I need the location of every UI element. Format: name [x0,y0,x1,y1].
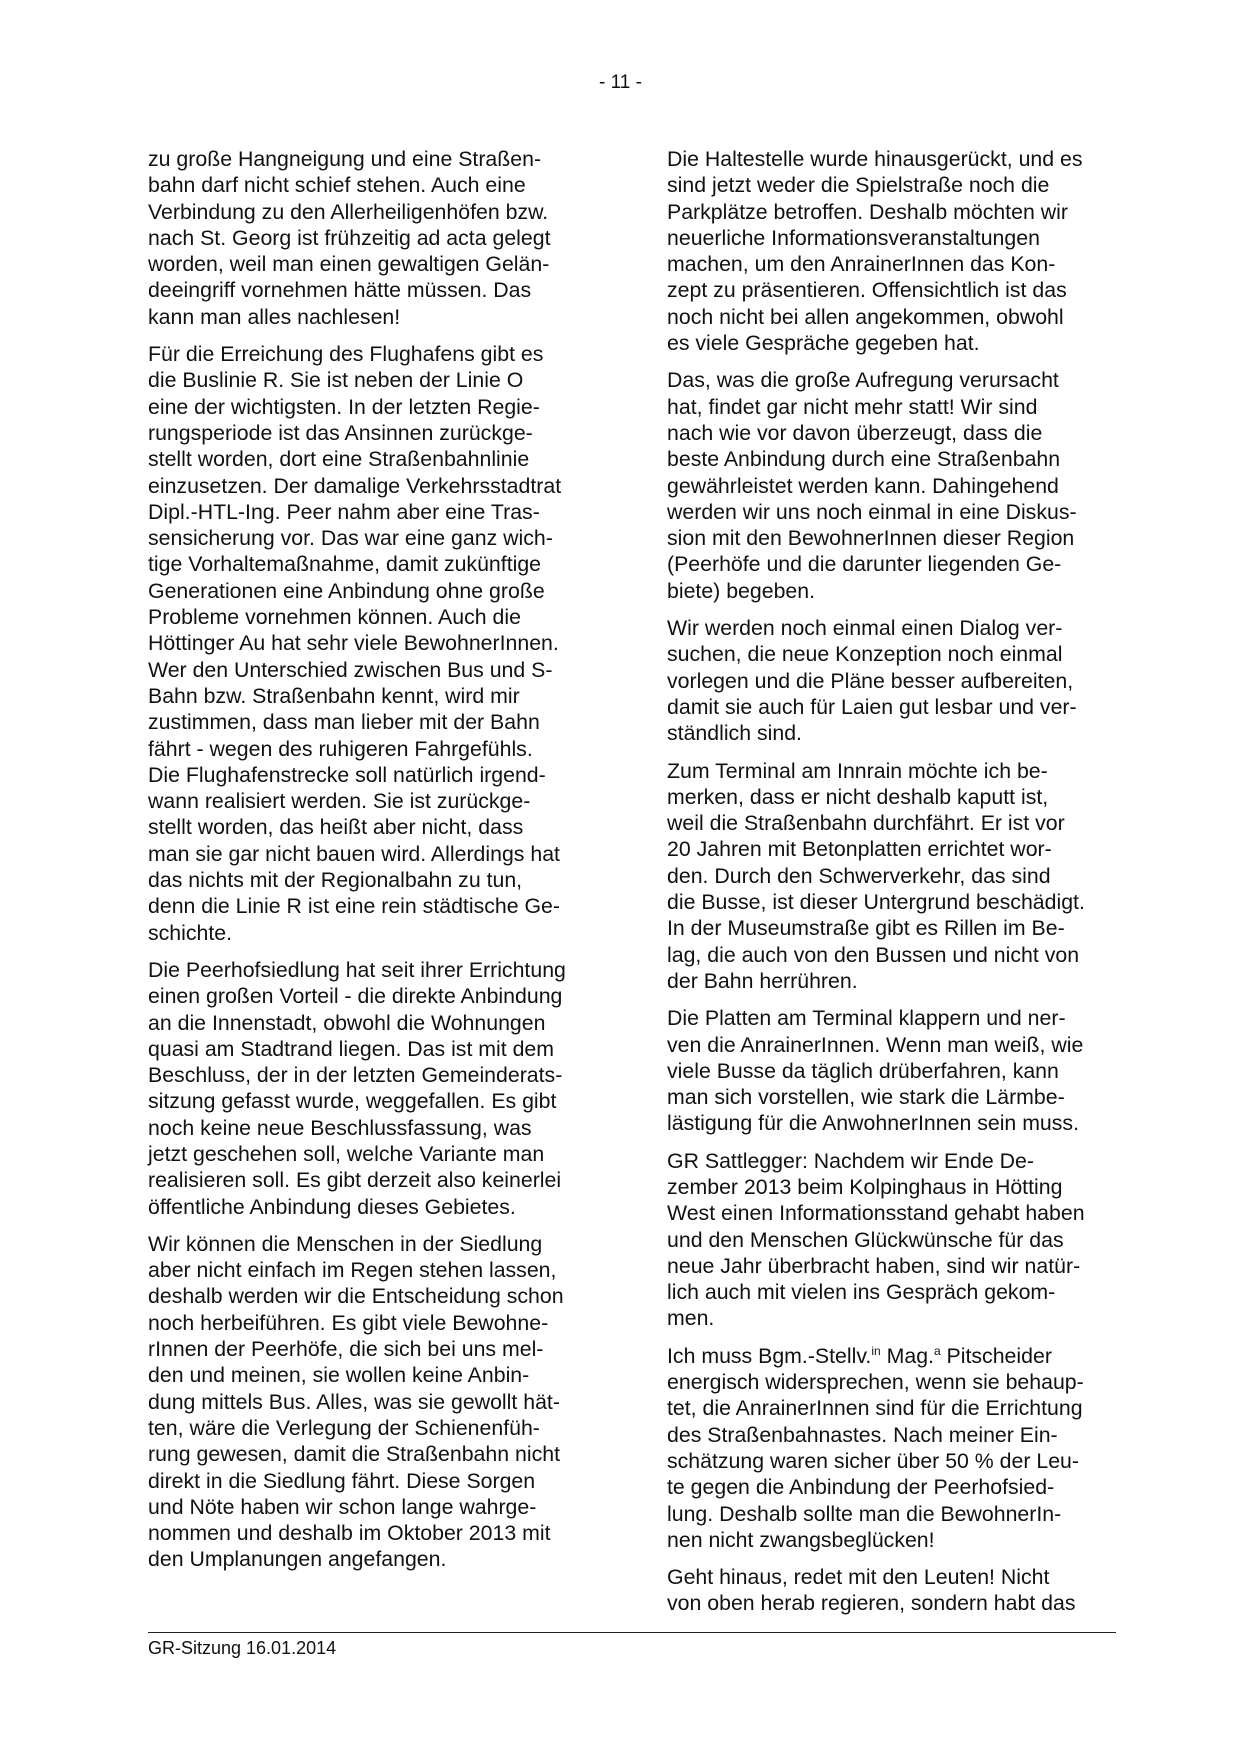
text-span: Mag. [880,1343,934,1368]
paragraph: Wir können die Menschen in der Siedlung aber nicht einfach im Regen stehen lassen, deshalb werden wir die Entscheidung schon noch herbeiführen. Es gibt viele Bewohne- rInnen der Peerhöfe, die sich bei uns mel- den und meinen, sie wollen keine Anbin- dung mittels Bus. Alles, was sie gewollt hät- ten, wäre die Verlegung der Schienenfüh- rung gewesen, damit die Straßenbahn nicht direkt in die Siedlung fährt. Diese Sorgen und Nöte haben wir schon lange wahrge- nommen und deshalb im Oktober 2013 mit den Umplanungen angefangen. [148,1231,564,1572]
paragraph: Für die Erreichung des Flughafens gibt es die Buslinie R. Sie ist neben der Linie O eine der wichtigsten. In der letzten Regie- rungsperiode ist das Ansinnen zurückge- stellt worden, dort eine Straßenbahnlinie einzusetzen. Der damalige Verkehrsstadtrat Dipl.-HTL-Ing. Peer nahm aber eine Tras- sensicherung vor. Das war eine ganz wich- tige Vorhaltemaßnahme, damit zukünftige Generationen eine Anbindung ohne große Probleme vornehmen können. Auch die Höttinger Au hat sehr viele BewohnerInnen. Wer den Unterschied zwischen Bus und S- Bahn bzw. Straßenbahn kennt, wird mir zustimmen, dass man lieber mit der Bahn fährt - wegen des ruhigeren Fahrgefühls. Die Flughafenstrecke soll natürlich irgend- wann realisiert werden. Sie ist zurückge- stellt worden, das heißt aber nicht, dass man sie gar nicht bauen wird. Allerdings hat das nichts mit der Regionalbahn zu tun, denn die Linie R ist eine rein städtische Ge- schichte. [148,342,562,945]
superscript: a [933,1343,941,1358]
text-span: Pitscheider energisch widersprechen, wenn sie behaup- tet, die AnrainerInnen sind für die Errichtung des Straßenbahnastes. Nach meiner Ein- schätzung waren sicher über 50 % der Leu- te gegen die Anbindung der Peerhofsied- lung. Deshalb sollte man die BewohnerIn- nen nicht zwangsbeglücken! [667,1343,1084,1552]
paragraph: zu große Hangneigung und eine Straßen- bahn darf nicht schief stehen. Auch eine Verbindung zu den Allerheiligenhöfen bzw. nach St. Georg ist frühzeitig ad acta gelegt worden, weil man einen gewaltigen Gelän- deeingriff vornehmen hätte müssen. Das kann man alles nachlesen! [148,147,551,329]
paragraph: Die Peerhofsiedlung hat seit ihrer Errichtung einen großen Vorteil - die direkte Anbindung an die Innenstadt, obwohl die Wohnungen quasi am Stadtrand liegen. Das ist mit dem Beschluss, der in der letzten Gemeinderats- sitzung gefasst wurde, weggefallen. Es gibt noch keine neue Beschlussfassung, was jetzt geschehen soll, welche Variante man realisieren soll. Es gibt derzeit also keinerlei öffentliche Anbindung dieses Gebietes. [148,957,566,1219]
paragraph: Die Haltestelle wurde hinausgerückt, und es sind jetzt weder die Spielstraße noch die Parkplätze betroffen. Deshalb möchten wir neuerliche Informationsveranstaltungen machen, um den AnrainerInnen das Kon- zept zu präsentieren. Offensichtlich ist das noch nicht bei allen angekommen, obwohl es viele Gespräche gegeben hat. [667,147,1083,356]
paragraph: Die Platten am Terminal klappern und ner- ven die AnrainerInnen. Wenn man weiß, wie viele Busse da täglich drüberfahren, kann man sich vorstellen, wie stark die Lärmbe- lästigung für die AnwohnerInnen sein muss. [667,1006,1084,1136]
paragraph: Zum Terminal am Innrain möchte ich be- merken, dass er nicht deshalb kaputt ist, weil die Straßenbahn durchfährt. Er ist vor 20 Jahren mit Betonplatten errichtet wor- den. Durch den Schwerverkehr, das sind die Busse, ist dieser Untergrund beschädigt. In der Museumstraße gibt es Rillen im Be- lag, die auch von den Bussen und nicht von der Bahn herrühren. [667,758,1085,993]
paragraph-with-superscripts [667,1343,1127,1553]
paragraph: Das, was die große Aufregung verursacht hat, findet gar nicht mehr statt! Wir sind nach wie vor davon überzeugt, dass die beste Anbindung durch eine Straßenbahn gewährleistet werden kann. Dahingehend werden wir uns noch einmal in eine Diskus- sion mit den BewohnerInnen dieser Region (Peerhöfe und die darunter liegenden Ge- biete) begeben. [667,368,1077,603]
paragraph: GR Sattlegger: Nachdem wir Ende De- zember 2013 beim Kolpinghaus in Hötting West einen Informationsstand gehabt haben und den Menschen Glückwünsche für das neue Jahr überbracht haben, sind wir natür- lich auch mit vielen ins Gespräch gekom- men. [667,1148,1085,1331]
text-span: Ich muss Bgm.-Stellv. [667,1343,872,1368]
left-column [148,146,598,1584]
footer-divider [148,1632,1116,1633]
superscript: in [871,1343,881,1358]
right-column [667,146,1127,1628]
footer-text: GR-Sitzung 16.01.2014 [148,1638,337,1658]
paragraph: Geht hinaus, redet mit den Leuten! Nicht von oben herab regieren, sondern habt das [667,1565,1076,1616]
paragraph: Wir werden noch einmal einen Dialog ver- suchen, die neue Konzeption noch einmal vorlegen und die Pläne besser aufbereiten, damit sie auch für Laien gut lesbar und ver- ständlich sind. [667,616,1077,746]
page-number: - 11 - [599,72,642,93]
